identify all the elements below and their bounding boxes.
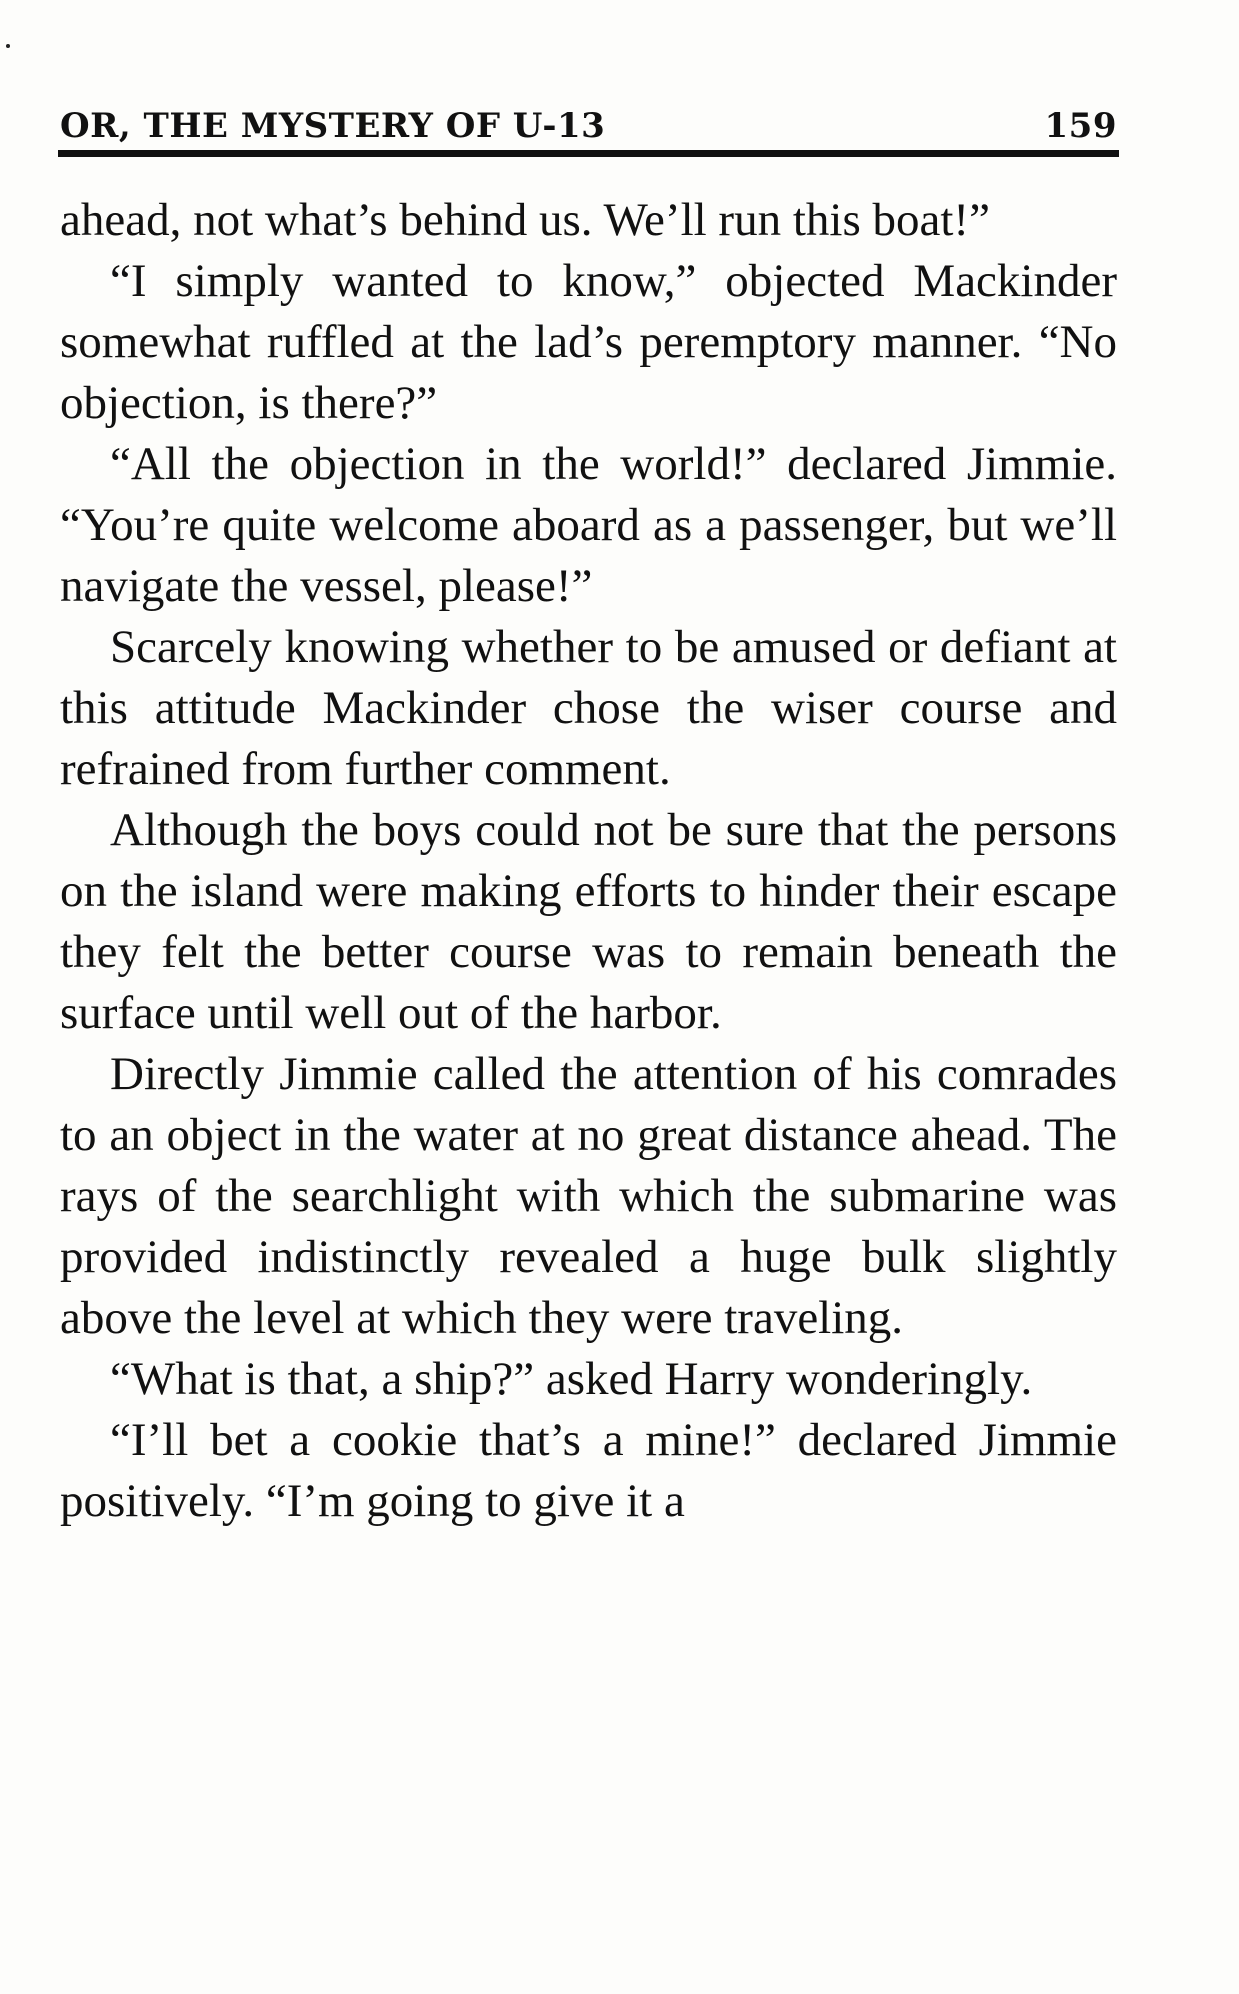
page-number: 159 xyxy=(1044,106,1117,146)
paragraph: Directly Jimmie called the attention of his comrades to an object in the water at no great distance ahead. The rays of the searchlight with which the submarine was provided indistinctly revealed a huge bulk slightly above the level at which they were traveling. xyxy=(60,1048,1117,1344)
body-text xyxy=(60,190,1117,1532)
running-title: OR, THE MYSTERY OF U-13 xyxy=(60,106,606,146)
paragraph: Scarcely knowing whether to be amused or defiant at this attitude Mackinder chose the wiser course and refrained from further comment. xyxy=(60,621,1117,795)
paragraph: ahead, not what’s behind us. We’ll run this boat!” xyxy=(60,194,990,246)
paragraph: “I’ll bet a cookie that’s a mine!” declared Jimmie positively. “I’m going to give it a xyxy=(60,1414,1117,1527)
paragraph: “I simply wanted to know,” objected Mackinder somewhat ruffled at the lad’s peremptory manner. “No objection, is there?” xyxy=(60,255,1117,429)
paragraph: Although the boys could not be sure that the persons on the island were making efforts to hinder their escape they felt the better course was to remain beneath the surface until well out of the harbor. xyxy=(60,804,1117,1039)
running-header xyxy=(60,96,1117,146)
header-rule xyxy=(58,150,1119,157)
paragraph: “All the objection in the world!” declared Jimmie. “You’re quite welcome aboard as a passenger, but we’ll navigate the vessel, please!” xyxy=(60,438,1117,612)
paragraph: “What is that, a ship?” asked Harry wonderingly. xyxy=(110,1353,1033,1405)
ink-speck xyxy=(6,44,10,48)
